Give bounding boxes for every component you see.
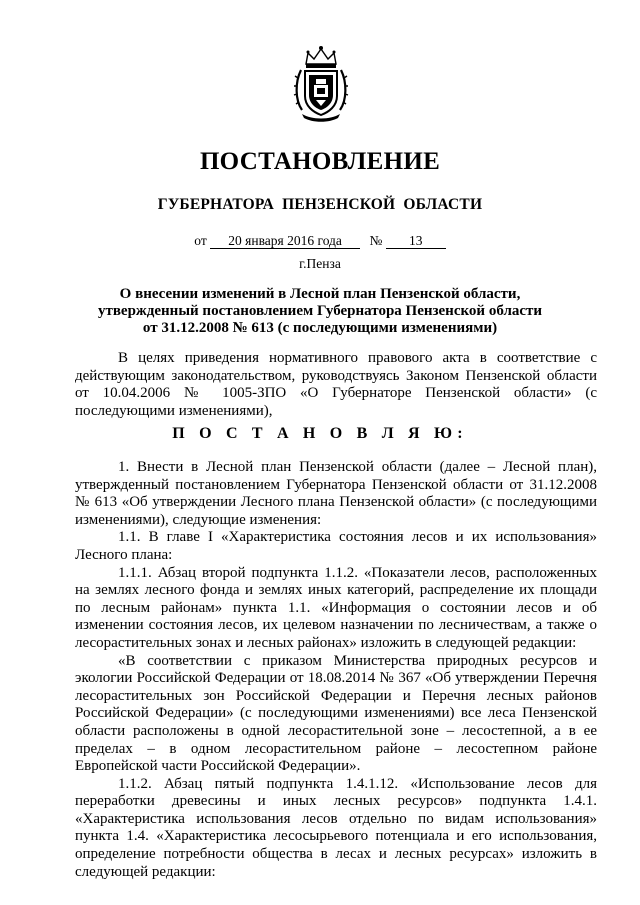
decree-heading: П О С Т А Н О В Л Я Ю: <box>172 425 468 442</box>
body-paragraph: «В соответствии с приказом Министерства природных ресурсов и экологии Российской Федерации от 18.08.2014 № 367 «Об утверждении Перечня лесорастительных зон Российской Федерации и Перечня лесных районов Российской Федерации» (с последующими изменениями) все леса Пензенской области расположены в одной лесорастительной зоне – лесостепной, а в ее пределах – в одном лесорастительном районе – лесостепном районе Европейской части Российской Федерации». <box>75 652 597 775</box>
document-title: ПОСТАНОВЛЕНИЕ <box>199 148 441 175</box>
issuer-title: ГУБЕРНАТОРА ПЕНЗЕНСКОЙ ОБЛАСТИ <box>157 196 483 213</box>
subject-line: утвержденный постановлением Губернатора Пензенской области <box>97 303 543 319</box>
subject-line: от 31.12.2008 № 613 (с последующими изменениями) <box>142 320 498 336</box>
coat-of-arms-emblem <box>292 44 350 124</box>
document-date: 20 января 2016 года <box>210 234 360 249</box>
subject-line: О внесении изменений в Лесной план Пензенской области, <box>119 286 521 302</box>
body-paragraph: 1. Внести в Лесной план Пензенской области (далее – Лесной план), утвержденный постановлением Губернатора Пензенской области от 31.12.2008 № 613 «Об утверждении Лесного плана Пензенской области» (с последующими изменениями), следующие изменения: <box>75 459 597 528</box>
body-paragraph: 1.1.2. Абзац пятый подпункта 1.4.1.12. «Использование лесов для переработки древесины и иных лесных ресурсов» подпункта 1.4.1. «Характеристика использования лесов отдельно по видам использования» пункта 1.4. «Характеристика лесосырьевого потенциала и его использования, определение потребности общества в лесах и лесных ресурсах» изложить в следующей редакции: <box>75 775 597 880</box>
date-prefix: от <box>194 233 207 248</box>
number-sign: № <box>369 233 383 248</box>
city: г.Пенза <box>299 256 341 271</box>
document-number: 13 <box>386 234 446 249</box>
preamble-text: В целях приведения нормативного правового акта в соответствие с действующим законодательством, руководствуясь Законом Пензенской области от 10.04.2006 № 1005-ЗПО «О Губернаторе Пензенской области» (с последующими изменениями), <box>75 350 597 419</box>
document-body <box>75 459 597 881</box>
date-line <box>0 233 640 249</box>
document-subject <box>90 286 550 337</box>
preamble <box>75 350 597 420</box>
body-paragraph: 1.1.1. Абзац второй подпункта 1.1.2. «Показатели лесов, расположенных на землях лесного фонда и землях иных категорий, распределение их площади по лесным районам» пункта 1.1. «Информация о состоянии лесов и об изменении состояния лесов, их целевом назначении по лесничествам, а также о лесорастительных зонах и лесных районах» изложить в следующей редакции: <box>75 564 597 651</box>
body-paragraph: 1.1. В главе I «Характеристика состояния лесов и их использования» Лесного плана: <box>75 529 597 563</box>
